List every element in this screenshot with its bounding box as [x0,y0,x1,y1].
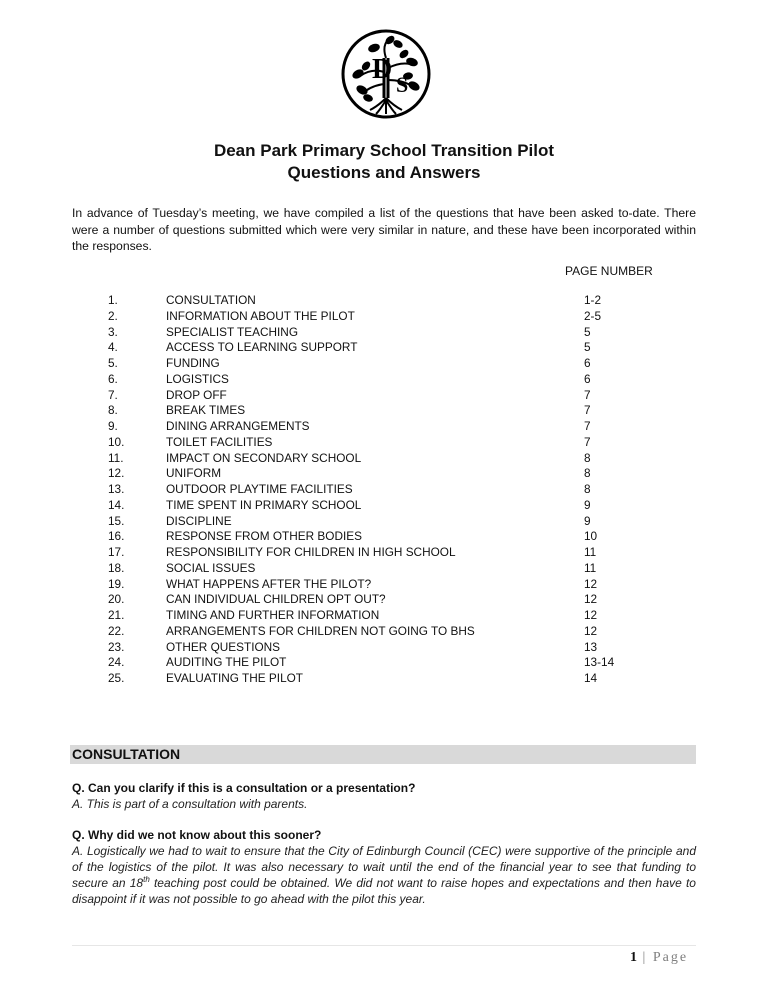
toc-item-label: UNIFORM [166,466,222,481]
toc-item-number: 20. [108,592,125,607]
toc-item-label: INFORMATION ABOUT THE PILOT [166,308,355,323]
toc-row [108,577,668,593]
toc-item-number: 7. [108,387,118,402]
toc-row [108,498,668,514]
qa-item [72,827,696,907]
toc-item-label: RESPONSIBILITY FOR CHILDREN IN HIGH SCHOOL [166,545,456,559]
toc-item-number: 17. [108,545,125,559]
toc-item-number: 4. [108,340,118,355]
toc-item-number: 21. [108,608,125,622]
toc-row [108,655,668,671]
toc-row [108,403,668,419]
toc-item-label: AUDITING THE PILOT [166,655,287,670]
table-of-contents [108,293,668,687]
page-label: Page [652,950,689,965]
toc-item-label: ARRANGEMENTS FOR CHILDREN NOT GOING TO BHS [166,623,475,638]
toc-item-number: 3. [108,324,118,339]
school-crest-icon [338,28,434,120]
school-logo [338,28,434,120]
toc-row [108,671,668,687]
toc-item-label: ACCESS TO LEARNING SUPPORT [166,340,358,355]
toc-item-page: 7 [584,387,591,402]
toc-item-number: 18. [108,560,125,575]
toc-item-label: LOGISTICS [166,371,229,386]
toc-item-label: DROP OFF [166,387,227,402]
toc-row [108,388,668,404]
qa-item [72,780,696,812]
toc-item-page: 7 [584,403,591,418]
toc-item-label: SOCIAL ISSUES [166,560,256,575]
toc-item-number: 6. [108,371,118,386]
page-number: 1 [630,950,637,965]
toc-row [108,545,668,561]
toc-item-page: 10 [584,529,598,544]
svg-text:S: S [396,72,409,97]
toc-row [108,561,668,577]
answer-text: A. Logistically we had to wait to ensure that the City of Edinburgh Council (CEC) were supportive of the principle and of the logistics of the pilot. It was also necessary to wait until the end of the financial year to see that funding to secure an 18 [72,844,696,890]
title-line-1: Dean Park Primary School Transition Pilot [213,141,555,160]
answer [72,843,696,907]
toc-item-label: RESPONSE FROM OTHER BODIES [166,529,362,544]
toc-row [108,592,668,608]
toc-item-label: TIME SPENT IN PRIMARY SCHOOL [166,497,362,512]
toc-item-page: 2-5 [584,308,602,323]
toc-row [108,435,668,451]
svg-text:D: D [372,54,393,85]
intro-paragraph: In advance of Tuesday’s meeting, we have compiled a list of the questions that have been asked to-date. There were a number of questions submitted which were very similar in nature, and these have been incorporated within the responses. [72,206,696,253]
toc-item-page: 8 [584,482,591,496]
footer-divider [72,945,696,946]
toc-item-page: 1-2 [584,293,602,307]
toc-item-page: 12 [584,576,598,591]
toc-item-number: 9. [108,419,118,433]
toc-row [108,293,668,309]
toc-item-page: 11 [584,560,597,575]
toc-item-number: 5. [108,356,118,370]
toc-item-page: 12 [584,623,598,638]
toc-item-page: 11 [584,545,597,559]
toc-item-label: DISCIPLINE [166,513,232,528]
toc-item-label: OUTDOOR PLAYTIME FACILITIES [166,482,353,496]
toc-item-label: CONSULTATION [166,293,256,307]
question: Q. Why did we not know about this sooner? [72,828,322,842]
toc-row [108,372,668,388]
ordinal-suffix: th [143,875,150,884]
toc-row [108,356,668,372]
toc-item-page: 5 [584,340,591,355]
toc-item-number: 14. [108,497,125,512]
toc-item-label: SPECIALIST TEACHING [166,324,298,339]
toc-item-number: 13. [108,482,125,496]
toc-item-page: 13-14 [584,655,615,670]
toc-row [108,325,668,341]
toc-item-page: 5 [584,324,591,339]
toc-item-number: 12. [108,466,125,481]
toc-item-number: 15. [108,513,125,528]
answer: A. This is part of a consultation with parents. [72,797,308,811]
toc-item-number: 25. [108,671,125,685]
title-line-2: Questions and Answers [287,163,481,182]
toc-item-number: 16. [108,529,125,544]
page-footer [630,950,688,966]
toc-item-label: DINING ARRANGEMENTS [166,419,310,433]
toc-item-page: 12 [584,608,598,622]
toc-row [108,466,668,482]
toc-item-page: 12 [584,592,598,607]
toc-row [108,419,668,435]
document-title [0,140,768,184]
toc-item-number: 2. [108,308,118,323]
toc-item-label: OTHER QUESTIONS [166,639,281,654]
toc-row [108,309,668,325]
toc-item-number: 19. [108,576,125,591]
toc-item-number: 10. [108,434,125,449]
question: Q. Can you clarify if this is a consultation or a presentation? [72,781,416,795]
toc-item-number: 1. [108,293,118,307]
toc-item-page: 8 [584,466,591,481]
toc-item-label: WHAT HAPPENS AFTER THE PILOT? [166,576,372,591]
toc-item-page: 6 [584,371,591,386]
toc-item-label: FUNDING [166,356,220,370]
toc-item-page: 13 [584,639,598,654]
toc-row [108,482,668,498]
toc-item-page: 7 [584,419,591,433]
toc-row [108,340,668,356]
toc-item-label: IMPACT ON SECONDARY SCHOOL [166,450,362,465]
toc-item-page: 9 [584,497,591,512]
page-separator: | [637,950,653,965]
toc-item-page: 6 [584,356,591,370]
toc-item-number: 24. [108,655,125,670]
toc-item-label: CAN INDIVIDUAL CHILDREN OPT OUT? [166,592,386,607]
toc-row [108,514,668,530]
section-heading-consultation: CONSULTATION [70,745,696,764]
answer-text: teaching post could be obtained. We did not want to raise hopes and expectations and then have to disappoint if it was not possible to go ahead with the pilot this year. [72,876,696,906]
toc-page-number-header: PAGE NUMBER [565,264,653,278]
toc-item-number: 22. [108,623,125,638]
toc-row [108,451,668,467]
toc-item-label: TOILET FACILITIES [166,434,273,449]
toc-item-label: TIMING AND FURTHER INFORMATION [166,608,380,622]
toc-item-number: 11. [108,450,124,465]
toc-item-page: 14 [584,671,598,685]
toc-item-page: 8 [584,450,591,465]
toc-row [108,608,668,624]
toc-item-page: 7 [584,434,591,449]
toc-row [108,529,668,545]
toc-row [108,640,668,656]
toc-item-label: BREAK TIMES [166,403,246,418]
toc-item-label: EVALUATING THE PILOT [166,671,304,685]
toc-row [108,624,668,640]
toc-item-number: 8. [108,403,118,418]
toc-item-page: 9 [584,513,591,528]
toc-item-number: 23. [108,639,125,654]
